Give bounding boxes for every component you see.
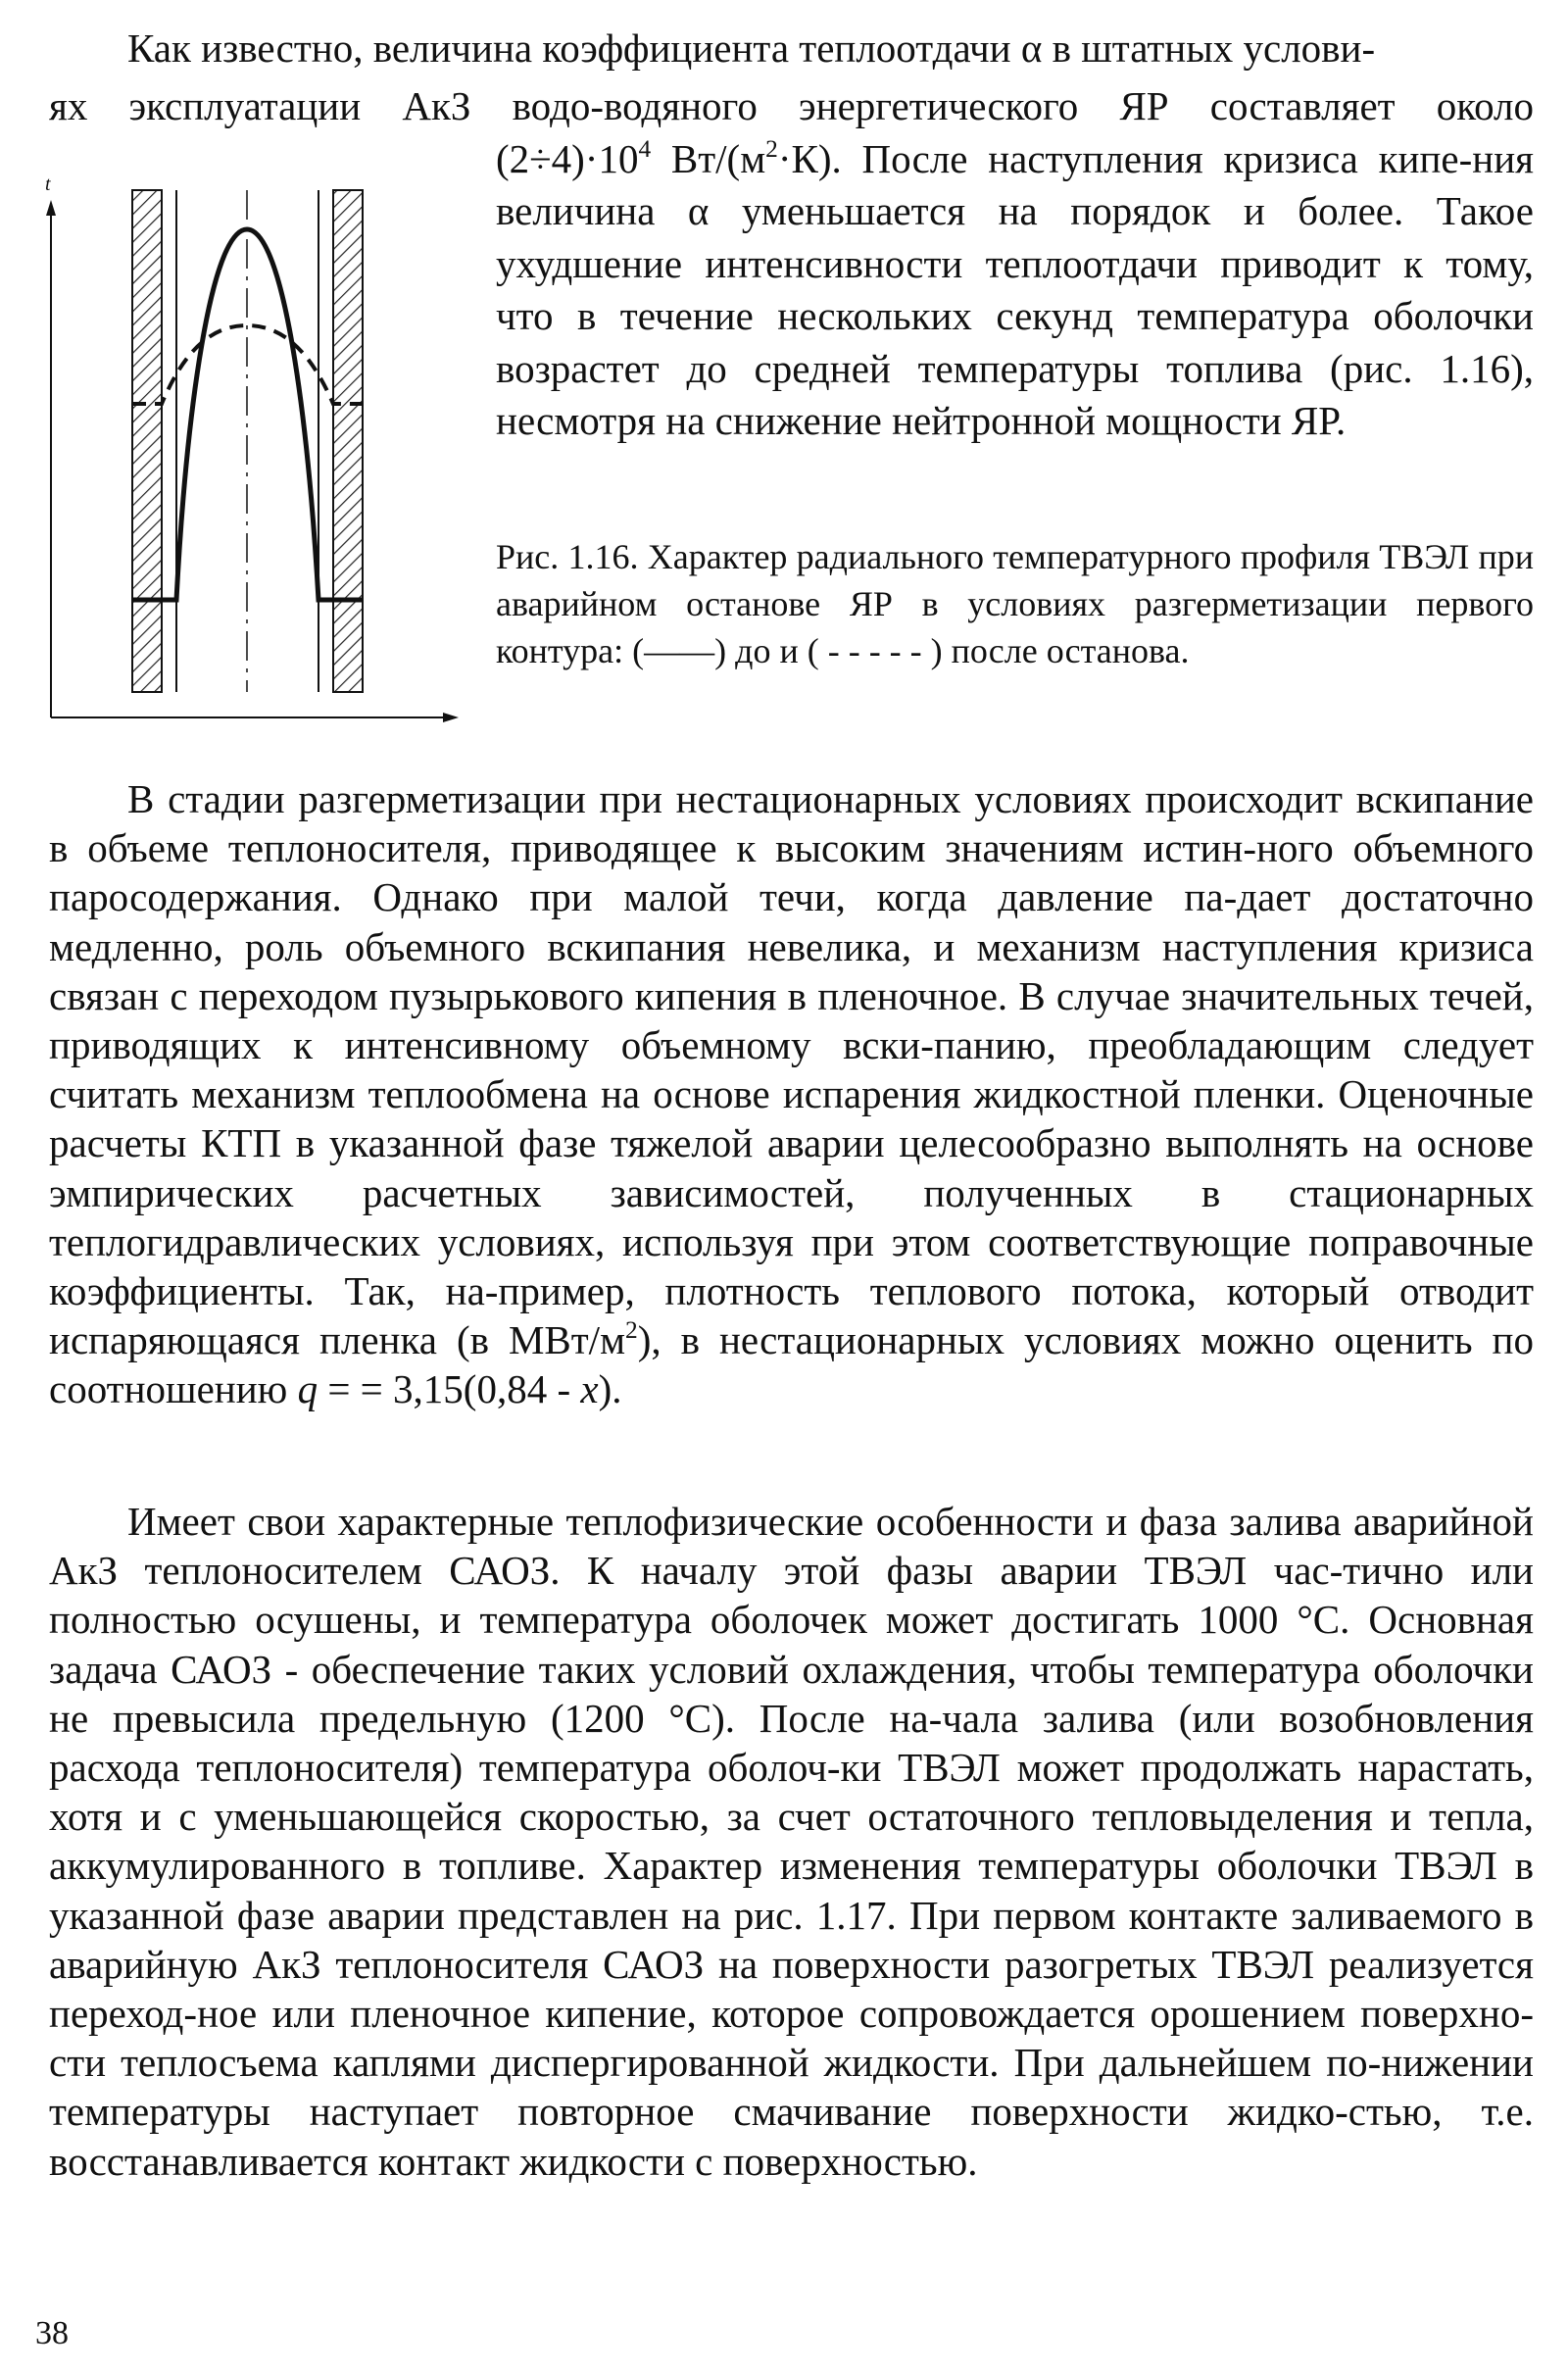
paragraph-1: В стадии разгерметизации при нестационарных условиях происходит вскипание в объеме теплоносителя, приводящее к высоким значениям истин-ного объемного паросодержания. Однако при малой течи, когда давление па-дает достаточно медленно, роль объемного вскипания невелика, и механизм наступления кризиса связан с переходом пузырькового кипения в пленочное. В случае значительных течей, приводящих к интенсивному объемному вски-панию, преобладающим следует считать механизм теплообмена на основе испарения жидкостной пленки. Оценочные расчеты КТП в указанной фазе тяжелой аварии целесообразно выполнять на основе эмпирических расчетных зависимостей, полученных в стационарных теплогидравлических условиях, используя при этом соответствующие поправочные коэффициенты. Так, на-пример, плотность теплового потока, который отводит испаряющаяся пленка (в МВт/$м^2$), в нестационарных условиях можно оценить по соотношению q = = 3,15(0,84 - x).: [49, 776, 1534, 1412]
temperature-profile-diagram: [39, 169, 461, 737]
paragraph-2: Имеет свои характерные теплофизические особенности и фаза залива аварийной АкЗ теплоносителем САОЗ. К началу этой фазы аварии ТВЭЛ час-тично или полностью осушены, и температура оболочек может достигать 1000 °С. Основная задача САОЗ - обеспечение таких условий охлаждения, чтобы температура оболочки не превысила предельную (1200 °С). После на-чала залива (или возобновления расхода теплоносителя) температура оболоч-ки ТВЭЛ может продолжать нарастать, хотя и с уменьшающейся скоростью, за счет остаточного тепловыделения и тепла, аккумулированного в топливе. Характер изменения температуры оболочки ТВЭЛ в указанной фазе аварии представлен на рис. 1.17. При первом контакте заливаемого в аварийную АкЗ теплоносителя САОЗ на поверхности разогретых ТВЭЛ реализуется переход-ное или пленочное кипение, которое сопровождается орошением поверхно-сти теплосъема каплями диспергированной жидкости. При дальнейшем по-нижении температуры наступает повторное смачивание поверхности жидко-стью, т.е. восстанавливается контакт жидкости с поверхностью.: [49, 1499, 1534, 2184]
x-axis-arrow-icon: [443, 713, 459, 722]
left-cladding-wall: [132, 190, 162, 692]
axis-label-t: t: [45, 173, 51, 195]
page-number: 38: [35, 2315, 69, 2351]
intro-line-1: Как известно, величина коэффициента теплоотдачи α в штатных услови-: [127, 25, 1376, 71]
intro-line-2: ях эксплуатации АкЗ водо-водяного энергетического ЯР составляет около: [49, 83, 1534, 128]
intro-side-text: $(2\div 4)\cdot 10^4$ $Вт/(м^2\cdot К)$. После наступления кризиса кипе-ния величина α уменьшается на порядок и более. Такое ухудшение интенсивности теплоотдачи приводит к тому, что в течение нескольких секунд температура оболочки возрастет до средней температуры топлива (рис. 1.16), несмотря на снижение нейтронной мощности ЯР.: [496, 135, 1534, 444]
figure-temperature-profile: [39, 169, 461, 737]
figure-caption: Рис. 1.16. Характер радиального температурного профиля ТВЭЛ при аварийном останове ЯР в условиях разгерметизации первого контура: (——) до и ( - - - - - ) после останова.: [496, 537, 1534, 670]
right-cladding-wall: [333, 190, 363, 692]
y-axis-arrow-icon: [46, 200, 56, 216]
